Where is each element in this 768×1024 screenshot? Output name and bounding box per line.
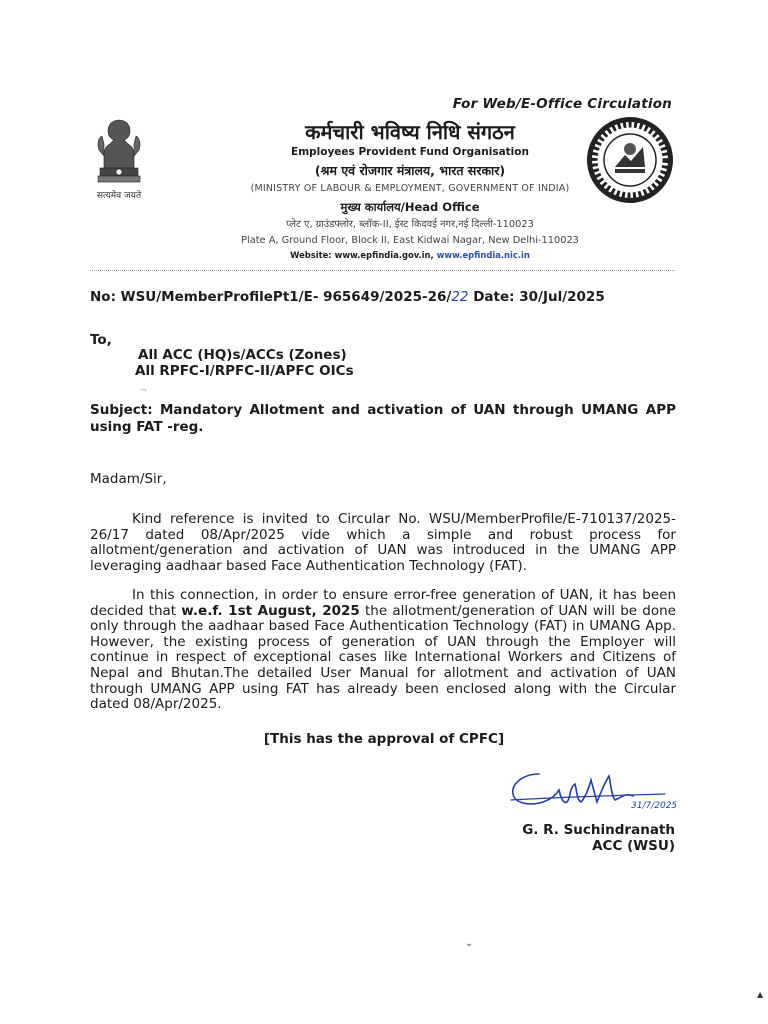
to-label: To, [90,332,112,348]
addressee-line: All ACC (HQ)s/ACCs (Zones) [138,347,347,363]
website-label: Website: [290,250,332,260]
signatory-name: G. R. Suchindranath [522,822,675,838]
salutation: Madam/Sir, [90,471,167,487]
paragraph-2 [90,588,676,713]
signature-image [505,762,685,822]
reference-handwritten-number: 22 [451,289,469,305]
paragraph-2-text-after: the allotment/generation of UAN will be done only through the aadhaar based Face Authentication Technology (FAT) in UMANG App. However, the existing process of generation of UAN through the Employer will continue in respect of exceptional cases like International Workers and Citizens of Nepal and Bhutan.The detailed User Manual for allotment and activation of UAN through UMANG APP using FAT has already been enclosed along with the Circular dated 08/Apr/2025. [90,602,676,713]
paragraph-1 [90,512,676,574]
reference-date: Date: 30/Jul/2025 [473,289,605,305]
paragraph-1-text: Kind reference is invited to Circular No. WSU/MemberProfile/E-710137/2025-26/17 dated 08/Apr/2025 vide which a simple and robust process for allotment/generation and activation of UAN was introduced in the UMANG APP leveraging aadhaar based Face Authentication Technology (FAT). [90,511,676,574]
signatory-designation: ACC (WSU) [592,838,675,854]
stray-mark: ¬ [140,386,147,395]
website-link-2[interactable]: www.epfindia.nic.in [436,250,530,260]
page-dot: ▲ [757,990,764,999]
addressee-line: All RPFC-I/RPFC-II/APFC OICs [135,363,354,379]
address-hindi: प्लेट ए, ग्राउंडफ्लोर, ब्लॉक-II, ईस्ट किदवई नगर,नई दिल्ली-110023 [286,219,534,230]
emblem-motto: सत्यमेव जयते [96,191,142,201]
page-mark: ⌄ [465,938,474,949]
subject-line: Subject: Mandatory Allotment and activation of UAN through UMANG APP using FAT -reg. [90,402,676,435]
website-line [140,250,680,260]
head-office: मुख्य कार्यालय/Head Office [340,200,480,214]
letterhead-divider [90,270,675,271]
ministry-english: (MINISTRY OF LABOUR & EMPLOYMENT, GOVERNMENT OF INDIA) [250,183,570,194]
signature-date: 31/7/2025 [631,801,678,811]
address-english: Plate A, Ground Floor, Block II, East Kidwai Nagar, New Delhi-110023 [241,235,579,246]
org-name-english: Employees Provident Fund Organisation [291,146,529,158]
reference-line [90,289,605,305]
org-name-hindi: कर्मचारी भविष्य निधि संगठन [305,120,515,144]
paragraph-2-text-before: In this connection, in order to ensure error-free generation of UAN, it has been decided that [90,587,676,619]
effective-date: w.e.f. 1st August, 2025 [181,602,360,619]
approval-note: [This has the approval of CPFC] [263,731,505,747]
ministry-hindi: (श्रम एवं रोजगार मंत्रालय, भारत सरकार) [314,163,506,178]
circulation-note: For Web/E-Office Circulation [452,96,672,112]
website-link-1[interactable]: www.epfindia.gov.in, [334,250,434,260]
reference-number: No: WSU/MemberProfilePt1/E- 965649/2025-26/ [90,289,452,305]
